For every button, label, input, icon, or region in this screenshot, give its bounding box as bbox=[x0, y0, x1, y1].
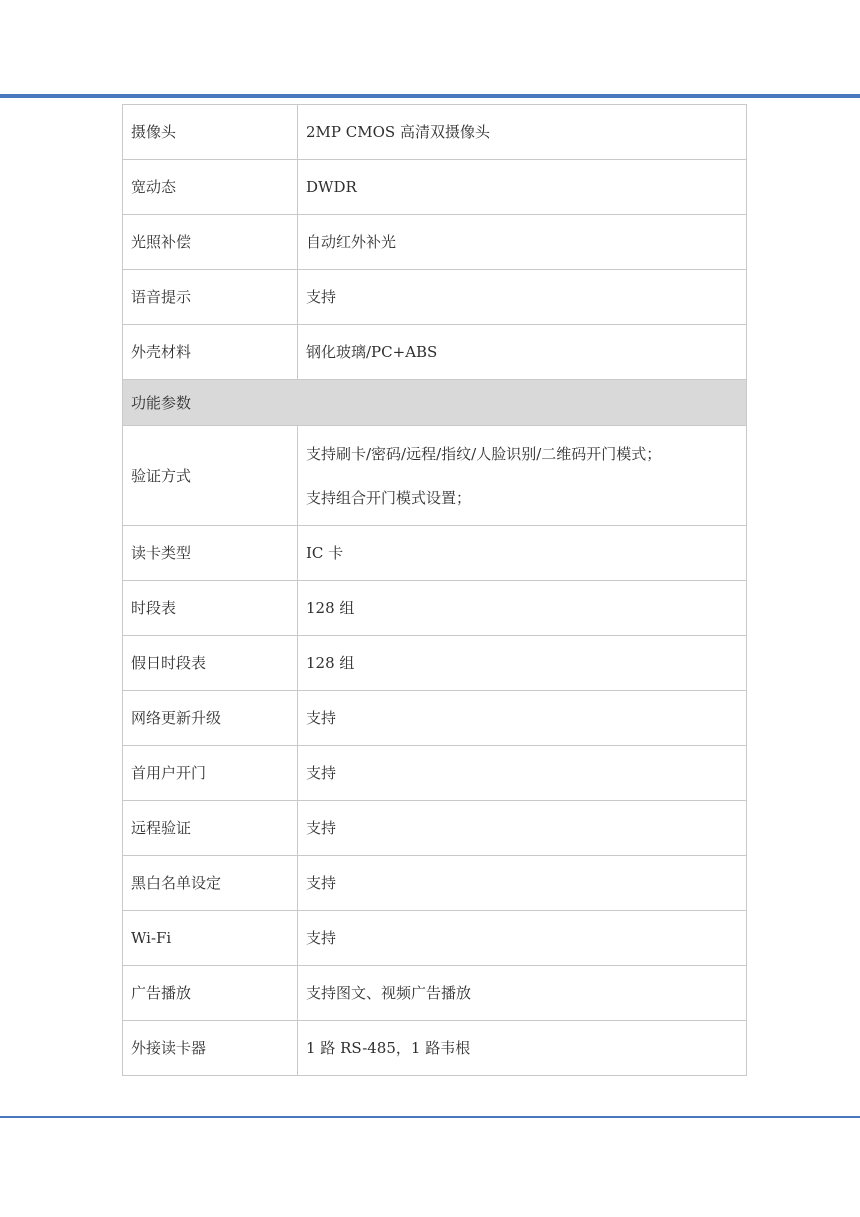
row-label: 假日时段表 bbox=[123, 636, 298, 691]
table-row bbox=[123, 105, 747, 160]
row-value: 钢化玻璃/PC+ABS bbox=[298, 325, 747, 380]
table-row bbox=[123, 691, 747, 746]
table-row bbox=[123, 426, 747, 526]
table-row bbox=[123, 746, 747, 801]
table-row bbox=[123, 856, 747, 911]
row-value: 支持 bbox=[298, 270, 747, 325]
row-label: 黑白名单设定 bbox=[123, 856, 298, 911]
table-row bbox=[123, 966, 747, 1021]
row-label: 首用户开门 bbox=[123, 746, 298, 801]
row-value: 1 路 RS-485，1 路韦根 bbox=[298, 1021, 747, 1076]
row-value-line: 支持组合开门模式设置； bbox=[306, 488, 472, 507]
row-label: 远程验证 bbox=[123, 801, 298, 856]
row-value: 支持 bbox=[298, 801, 747, 856]
row-label: 读卡类型 bbox=[123, 526, 298, 581]
row-value: 128 组 bbox=[298, 636, 747, 691]
row-label: 时段表 bbox=[123, 581, 298, 636]
row-label: 广告播放 bbox=[123, 966, 298, 1021]
row-label: 外壳材料 bbox=[123, 325, 298, 380]
row-label: 摄像头 bbox=[123, 105, 298, 160]
table-row bbox=[123, 1021, 747, 1076]
row-value: 自动红外补光 bbox=[298, 215, 747, 270]
row-label: 验证方式 bbox=[123, 426, 298, 526]
table-row bbox=[123, 526, 747, 581]
row-value: 支持 bbox=[298, 746, 747, 801]
row-label: 宽动态 bbox=[123, 160, 298, 215]
table-row bbox=[123, 325, 747, 380]
table-row bbox=[123, 911, 747, 966]
row-label: Wi-Fi bbox=[123, 911, 298, 966]
spec-table bbox=[122, 104, 747, 1076]
footer-rule bbox=[0, 1116, 860, 1118]
row-value: 支持 bbox=[298, 856, 747, 911]
row-value: 支持图文、视频广告播放 bbox=[298, 966, 747, 1021]
row-value: 128 组 bbox=[298, 581, 747, 636]
row-label: 网络更新升级 bbox=[123, 691, 298, 746]
row-label: 外接读卡器 bbox=[123, 1021, 298, 1076]
table-row bbox=[123, 160, 747, 215]
row-value: 支持 bbox=[298, 911, 747, 966]
row-value: 支持 bbox=[298, 691, 747, 746]
row-value-line: 支持刷卡/密码/远程/指纹/人脸识别/二维码开门模式； bbox=[306, 444, 662, 463]
row-label: 光照补偿 bbox=[123, 215, 298, 270]
row-value: IC 卡 bbox=[298, 526, 747, 581]
row-label: 语音提示 bbox=[123, 270, 298, 325]
row-value: 2MP CMOS 高清双摄像头 bbox=[298, 105, 747, 160]
section-header-row bbox=[123, 380, 747, 426]
table-row bbox=[123, 636, 747, 691]
table-row bbox=[123, 801, 747, 856]
section-title: 功能参数 bbox=[123, 380, 747, 426]
row-value bbox=[298, 426, 747, 526]
table-row bbox=[123, 270, 747, 325]
header-rule bbox=[0, 94, 860, 98]
table-row bbox=[123, 215, 747, 270]
table-row bbox=[123, 581, 747, 636]
row-value: DWDR bbox=[298, 160, 747, 215]
